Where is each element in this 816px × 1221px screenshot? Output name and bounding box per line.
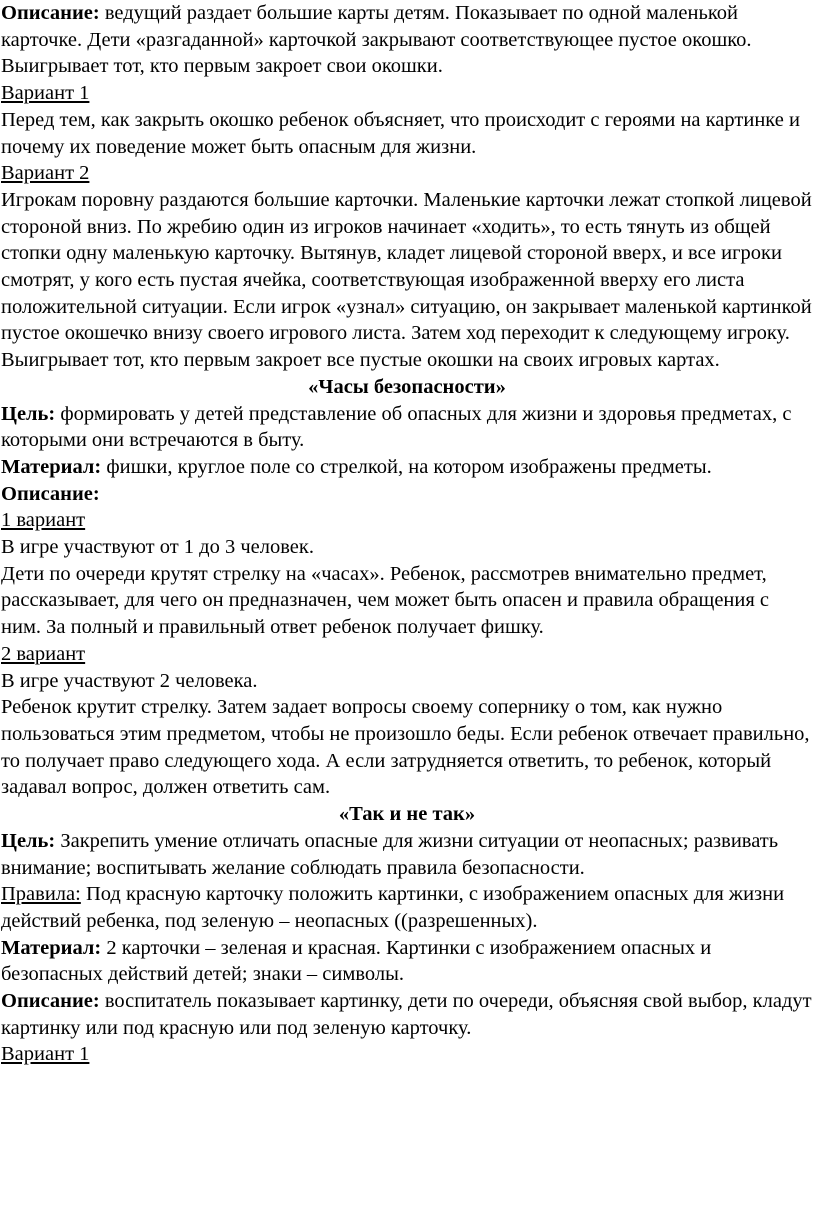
clock-goal-label: Цель: <box>1 402 56 425</box>
yes-no-rules-label: Правила: <box>1 883 81 906</box>
clock-goal-text: формировать у детей представление об опасных для жизни и здоровья предметах, с которыми они встречаются в быту. <box>1 402 792 452</box>
clock-variant2-heading: 2 вариант <box>1 642 86 665</box>
yes-no-goal-text: Закрепить умение отличать опасные для жизни ситуации от неопасных; развивать внимание; воспитывать желание соблюдать правила безопасности. <box>1 829 779 879</box>
yes-no-rules-paragraph <box>1 881 813 934</box>
prev-description-paragraph <box>1 0 813 80</box>
clock-variant1-heading: 1 вариант <box>1 509 86 532</box>
prev-description-label: Описание: <box>1 2 100 24</box>
clock-variant2-text: Ребенок крутит стрелку. Затем задает вопросы своему сопернику о том, как нужно пользоваться этим предметом, чтобы не произошло беды. Если ребенок отвечает правильно, то получает право следующего хода. А если затрудняется ответить, то ребенок, который задавал вопрос, должен ответить сам. <box>1 696 810 799</box>
prev-variant2-heading: Вариант 2 <box>1 162 90 185</box>
clock-variant1-players: В игре участвуют от 1 до 3 человек. <box>1 536 314 559</box>
yes-no-description-label: Описание: <box>1 990 100 1013</box>
clock-material-label: Материал: <box>1 455 102 478</box>
prev-variant1-heading: Вариант 1 <box>1 82 90 105</box>
yes-no-material-paragraph <box>1 935 813 988</box>
clock-variant2-players: В игре участвуют 2 человека. <box>1 669 258 692</box>
clock-game-title: «Часы безопасности» <box>308 375 506 398</box>
yes-no-goal-paragraph <box>1 828 813 881</box>
yes-no-description-paragraph <box>1 988 813 1041</box>
clock-goal-paragraph <box>1 401 813 454</box>
clock-material-text: фишки, круглое поле со стрелкой, на котором изображены предметы. <box>101 455 712 478</box>
yes-no-game-title: «Так и не так» <box>338 803 476 826</box>
yes-no-material-text: 2 карточки – зеленая и красная. Картинки с изображением опасных и безопасных действий детей; знаки – символы. <box>1 936 712 986</box>
clock-variant1-text: Дети по очереди крутят стрелку на «часах». Ребенок, рассмотрев внимательно предмет, рассказывает, для чего он предназначен, чем может быть опасен и правила обращения с ним. За полный и правильный ответ ребенок получает фишку. <box>1 562 770 639</box>
prev-description-text: ведущий раздает большие карты детям. Показывает по одной маленькой карточке. Дети «разгаданной» карточкой закрывают соответствующее пустое окошко. Выигрывает тот, кто первым закроет свои окошки. <box>1 2 752 78</box>
clock-description-label: Описание: <box>1 482 100 505</box>
prev-variant1-text: Перед тем, как закрыть окошко ребенок объясняет, что происходит с героями на картинке и почему их поведение может быть опасным для жизни. <box>1 108 800 158</box>
yes-no-variant1-heading: Вариант 1 <box>1 1043 90 1066</box>
yes-no-description-text: воспитатель показывает картинку, дети по очереди, объясняя свой выбор, кладут картинку или под красную или под зеленую карточку. <box>1 990 812 1039</box>
yes-no-rules-text: Под красную карточку положить картинки, с изображением опасных для жизни действий ребенка, под зеленую – неопасных ((разрешенных). <box>1 883 785 932</box>
yes-no-goal-label: Цель: <box>1 829 56 852</box>
clock-material-paragraph <box>1 454 813 481</box>
yes-no-material-label: Материал: <box>1 936 102 959</box>
prev-variant2-text: Игрокам поровну раздаются большие карточки. Маленькие карточки лежат стопкой лицевой стороной вниз. По жребию один из игроков начинает «ходить», то есть тянуть из общей стопки одну маленькую карточку. Вытянув, кладет лицевой стороной вверх, и все игроки смотрят, у кого есть пустая ячейка, соответствующая изображенной вверху его листа положительной ситуации. Если игрок «узнал» ситуацию, он закрывает маленькой картинкой пустое окошечко внизу своего игрового листа. Затем ход переходит к следующему игроку. Выигрывает тот, кто первым закроет все пустые окошки на своих игровых картах. <box>1 188 812 372</box>
